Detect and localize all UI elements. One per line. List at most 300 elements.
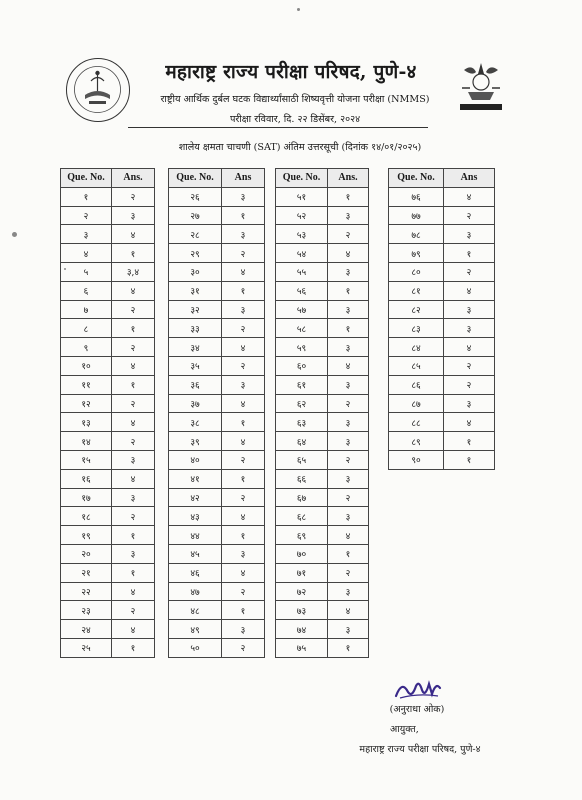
table-row <box>169 319 265 338</box>
signatory-office: महाराष्ट्र राज्य परीक्षा परिषद, पुणे-४ <box>359 744 481 755</box>
question-number-cell: २१ <box>61 563 112 582</box>
question-number-cell: ५२ <box>276 206 328 225</box>
answer-cell: ४ <box>222 394 265 413</box>
answer-cell: ३ <box>444 225 495 244</box>
question-number-cell: १ <box>61 187 112 206</box>
question-number-cell: ३२ <box>169 300 222 319</box>
table-row <box>61 469 155 488</box>
question-number-cell: २७ <box>169 206 222 225</box>
answer-cell: १ <box>328 281 369 300</box>
question-number-cell: ६३ <box>276 413 328 432</box>
question-number-cell: ५५ <box>276 262 328 281</box>
table-row <box>61 620 155 639</box>
table-row <box>169 601 265 620</box>
table-row <box>61 206 155 225</box>
question-number-cell: २ <box>61 206 112 225</box>
question-number-cell: १३ <box>61 413 112 432</box>
answer-header: Ans. <box>112 169 155 188</box>
scan-speck <box>12 232 17 237</box>
question-number-cell: ६१ <box>276 375 328 394</box>
answer-cell: ३ <box>328 432 369 451</box>
table-row <box>169 187 265 206</box>
table-row <box>61 488 155 507</box>
question-number-cell: ४२ <box>169 488 222 507</box>
table-row <box>169 563 265 582</box>
answer-cell: २ <box>328 394 369 413</box>
table-row <box>276 262 369 281</box>
question-number-cell: ६५ <box>276 450 328 469</box>
answer-cell: १ <box>222 526 265 545</box>
answer-cell: ३ <box>112 450 155 469</box>
question-number-cell: ४ <box>61 244 112 263</box>
table-row <box>169 244 265 263</box>
question-number-cell: ६८ <box>276 507 328 526</box>
question-number-cell: १८ <box>61 507 112 526</box>
table-row <box>61 244 155 263</box>
question-number-cell: ९ <box>61 338 112 357</box>
table-row <box>389 432 495 451</box>
table-row <box>276 338 369 357</box>
question-number-cell: ५७ <box>276 300 328 319</box>
handwritten-signature-icon <box>392 676 444 702</box>
answer-cell: १ <box>112 375 155 394</box>
question-number-cell: ७ <box>61 300 112 319</box>
table-row <box>389 375 495 394</box>
question-number-cell: ५३ <box>276 225 328 244</box>
answer-cell: ३ <box>444 319 495 338</box>
answer-cell: २ <box>222 319 265 338</box>
answer-cell: ४ <box>444 413 495 432</box>
question-number-cell: ७० <box>276 544 328 563</box>
table-row <box>276 281 369 300</box>
table-row <box>276 601 369 620</box>
table-body <box>389 187 495 469</box>
answer-cell: १ <box>112 319 155 338</box>
question-number-cell: ३ <box>61 225 112 244</box>
question-number-cell: ७५ <box>276 638 328 657</box>
answer-cell: ३ <box>328 338 369 357</box>
table-row <box>389 356 495 375</box>
table-row <box>61 225 155 244</box>
table-row <box>169 225 265 244</box>
table-row <box>169 620 265 639</box>
answer-cell: २ <box>328 563 369 582</box>
table-row <box>389 394 495 413</box>
table-row <box>61 187 155 206</box>
question-number-cell: ५८ <box>276 319 328 338</box>
table-row <box>61 563 155 582</box>
table-row <box>169 582 265 601</box>
question-number-header: Que. No. <box>61 169 112 188</box>
table-header-row <box>61 169 155 188</box>
answer-cell: २ <box>444 206 495 225</box>
table-row <box>389 281 495 300</box>
answer-cell: ४ <box>222 432 265 451</box>
question-number-cell: ७१ <box>276 563 328 582</box>
answer-cell: ३ <box>328 262 369 281</box>
answer-cell: ३ <box>328 507 369 526</box>
table-row <box>169 488 265 507</box>
question-number-cell: ८० <box>389 262 444 281</box>
question-number-cell: ४३ <box>169 507 222 526</box>
scan-speck <box>64 268 66 270</box>
question-number-cell: ५० <box>169 638 222 657</box>
question-number-cell: ६९ <box>276 526 328 545</box>
answer-cell: ४ <box>112 225 155 244</box>
table-row <box>169 450 265 469</box>
question-number-cell: ८१ <box>389 281 444 300</box>
question-number-cell: ३६ <box>169 375 222 394</box>
question-number-cell: ६७ <box>276 488 328 507</box>
question-number-cell: ७३ <box>276 601 328 620</box>
answer-cell: २ <box>328 450 369 469</box>
question-number-cell: ५९ <box>276 338 328 357</box>
table-row <box>61 544 155 563</box>
question-number-cell: ३८ <box>169 413 222 432</box>
table-row <box>276 469 369 488</box>
answer-cell: ४ <box>222 507 265 526</box>
answer-cell: २ <box>222 582 265 601</box>
table-row <box>276 563 369 582</box>
table-header-row <box>389 169 495 188</box>
table-row <box>169 338 265 357</box>
answer-cell: २ <box>222 244 265 263</box>
table-header-row <box>276 169 369 188</box>
question-number-cell: १९ <box>61 526 112 545</box>
answer-cell: ४ <box>112 582 155 601</box>
table-row <box>61 526 155 545</box>
question-number-cell: ५ <box>61 262 112 281</box>
question-number-cell: ३१ <box>169 281 222 300</box>
table-row <box>276 225 369 244</box>
answer-key-heading: शालेय क्षमता चाचणी (SAT) अंतिम उत्तरसूची (दिनांक १४/०१/२०२५) <box>178 142 422 153</box>
question-number-cell: ८४ <box>389 338 444 357</box>
answer-cell: १ <box>328 544 369 563</box>
answer-cell: १ <box>222 281 265 300</box>
answer-cell: ३ <box>444 300 495 319</box>
table-row <box>276 526 369 545</box>
table-row <box>169 638 265 657</box>
question-number-cell: २२ <box>61 582 112 601</box>
answer-cell: २ <box>112 432 155 451</box>
signature-mark <box>392 676 444 702</box>
table-row <box>276 206 369 225</box>
question-number-cell: ३९ <box>169 432 222 451</box>
question-number-cell: ६० <box>276 356 328 375</box>
question-number-cell: ३३ <box>169 319 222 338</box>
answer-cell: ४ <box>222 262 265 281</box>
question-number-cell: १४ <box>61 432 112 451</box>
question-number-cell: ६ <box>61 281 112 300</box>
answer-cell: २ <box>444 262 495 281</box>
question-number-cell: ८ <box>61 319 112 338</box>
table-row <box>61 507 155 526</box>
answer-cell: ३ <box>328 582 369 601</box>
table-row <box>276 450 369 469</box>
answer-cell: ३ <box>222 187 265 206</box>
table-row <box>61 601 155 620</box>
answer-cell: २ <box>112 394 155 413</box>
answer-cell: ४ <box>112 281 155 300</box>
question-number-cell: ५१ <box>276 187 328 206</box>
exam-name: राष्ट्रीय आर्थिक दुर्बल घटक विद्यार्थ्यांसाठी शिष्यवृत्ती योजना परीक्षा (NMMS) <box>160 94 430 105</box>
table-row <box>61 413 155 432</box>
table-row <box>389 225 495 244</box>
question-number-cell: २५ <box>61 638 112 657</box>
answer-key-table-3 <box>275 168 369 658</box>
table-row <box>389 300 495 319</box>
table-row <box>61 394 155 413</box>
question-number-cell: ४० <box>169 450 222 469</box>
question-number-cell: २८ <box>169 225 222 244</box>
question-number-cell: ३० <box>169 262 222 281</box>
question-number-cell: ५६ <box>276 281 328 300</box>
question-number-cell: ४५ <box>169 544 222 563</box>
table-row <box>276 432 369 451</box>
answer-cell: १ <box>222 469 265 488</box>
question-number-cell: ८३ <box>389 319 444 338</box>
answer-cell: ४ <box>112 356 155 375</box>
table-row <box>389 319 495 338</box>
question-number-cell: १५ <box>61 450 112 469</box>
question-number-cell: ४९ <box>169 620 222 639</box>
answer-cell: ३ <box>328 300 369 319</box>
table-row <box>276 507 369 526</box>
table-row <box>389 413 495 432</box>
table-row <box>61 638 155 657</box>
answer-cell: ४ <box>328 526 369 545</box>
table-row <box>276 620 369 639</box>
table-row <box>169 526 265 545</box>
question-number-cell: ७९ <box>389 244 444 263</box>
table-row <box>169 375 265 394</box>
answer-cell: २ <box>112 507 155 526</box>
table-row <box>276 638 369 657</box>
question-number-cell: ३७ <box>169 394 222 413</box>
answer-header: Ans <box>222 169 265 188</box>
question-number-cell: २६ <box>169 187 222 206</box>
table-row <box>389 187 495 206</box>
answer-cell: ३ <box>222 544 265 563</box>
question-number-cell: २३ <box>61 601 112 620</box>
answer-key-table-1 <box>60 168 155 658</box>
table-row <box>61 450 155 469</box>
answer-cell: २ <box>222 356 265 375</box>
table-row <box>169 507 265 526</box>
table-row <box>276 244 369 263</box>
table-row <box>61 338 155 357</box>
question-number-cell: ७६ <box>389 187 444 206</box>
question-number-cell: ८५ <box>389 356 444 375</box>
answer-cell: ३ <box>222 225 265 244</box>
question-number-cell: ११ <box>61 375 112 394</box>
answer-cell: २ <box>444 375 495 394</box>
answer-cell: २ <box>328 225 369 244</box>
answer-cell: २ <box>328 488 369 507</box>
answer-cell: ३ <box>444 394 495 413</box>
table-body <box>169 187 265 657</box>
answer-cell: १ <box>112 638 155 657</box>
table-row <box>276 319 369 338</box>
answer-cell: १ <box>112 244 155 263</box>
answer-cell: ३ <box>222 620 265 639</box>
page-title: महाराष्ट्र राज्य परीक्षा परिषद, पुणे-४ <box>165 61 417 83</box>
table-row <box>169 544 265 563</box>
table-row <box>276 544 369 563</box>
table-row <box>169 394 265 413</box>
table-row <box>169 469 265 488</box>
question-number-cell: १२ <box>61 394 112 413</box>
answer-cell: १ <box>328 319 369 338</box>
question-number-header: Que. No. <box>276 169 328 188</box>
question-number-cell: ७४ <box>276 620 328 639</box>
table-row <box>276 187 369 206</box>
answer-cell: ३ <box>328 469 369 488</box>
table-row <box>169 281 265 300</box>
answer-cell: ४ <box>112 413 155 432</box>
answer-cell: १ <box>328 638 369 657</box>
question-number-cell: ३४ <box>169 338 222 357</box>
answer-cell: ४ <box>222 563 265 582</box>
table-row <box>276 488 369 507</box>
table-row <box>61 356 155 375</box>
signatory-title: आयुक्त, <box>390 724 419 735</box>
answer-cell: २ <box>112 338 155 357</box>
table-header-row <box>169 169 265 188</box>
answer-cell: १ <box>222 413 265 432</box>
table-row <box>276 375 369 394</box>
answer-cell: ३ <box>112 544 155 563</box>
answer-cell: ३ <box>112 206 155 225</box>
table-row <box>276 394 369 413</box>
table-row <box>389 244 495 263</box>
answer-cell: १ <box>112 563 155 582</box>
answer-cell: ४ <box>328 244 369 263</box>
table-row <box>389 338 495 357</box>
question-number-cell: ६६ <box>276 469 328 488</box>
question-number-cell: ८९ <box>389 432 444 451</box>
question-number-cell: ८८ <box>389 413 444 432</box>
question-number-cell: २९ <box>169 244 222 263</box>
answer-cell: ४ <box>444 281 495 300</box>
question-number-header: Que. No. <box>169 169 222 188</box>
table-row <box>276 413 369 432</box>
answer-cell: २ <box>112 601 155 620</box>
question-number-cell: ३५ <box>169 356 222 375</box>
table-row <box>169 262 265 281</box>
table-row <box>276 300 369 319</box>
question-number-cell: ६४ <box>276 432 328 451</box>
answer-cell: ४ <box>328 601 369 620</box>
header-divider <box>128 127 428 128</box>
question-number-cell: ४६ <box>169 563 222 582</box>
answer-cell: ३ <box>328 413 369 432</box>
table-row <box>169 432 265 451</box>
answer-cell: १ <box>328 187 369 206</box>
table-body <box>61 187 155 657</box>
question-number-cell: ८६ <box>389 375 444 394</box>
table-row <box>61 300 155 319</box>
question-number-header: Que. No. <box>389 169 444 188</box>
answer-cell: ३ <box>328 206 369 225</box>
table-row <box>169 206 265 225</box>
table-row <box>389 450 495 469</box>
table-row <box>61 281 155 300</box>
signatory-name: (अनुराधा ओक) <box>389 704 445 715</box>
answer-cell: २ <box>444 356 495 375</box>
question-number-cell: ८७ <box>389 394 444 413</box>
answer-cell: १ <box>444 432 495 451</box>
question-number-cell: ७८ <box>389 225 444 244</box>
answer-cell: ४ <box>444 187 495 206</box>
table-row <box>276 582 369 601</box>
table-row <box>61 262 155 281</box>
answer-header: Ans. <box>328 169 369 188</box>
answer-cell: ३ <box>222 375 265 394</box>
table-row <box>389 262 495 281</box>
question-number-cell: २४ <box>61 620 112 639</box>
answer-cell: २ <box>112 187 155 206</box>
table-row <box>61 432 155 451</box>
table-row <box>276 356 369 375</box>
question-number-cell: ८२ <box>389 300 444 319</box>
table-row <box>169 356 265 375</box>
question-number-cell: २० <box>61 544 112 563</box>
answer-key-table-2 <box>168 168 265 658</box>
answer-cell: १ <box>222 601 265 620</box>
table-row <box>389 206 495 225</box>
answer-header: Ans <box>444 169 495 188</box>
question-number-cell: ४४ <box>169 526 222 545</box>
answer-cell: ४ <box>112 620 155 639</box>
answer-cell: ३ <box>328 375 369 394</box>
question-number-cell: १६ <box>61 469 112 488</box>
answer-cell: १ <box>112 526 155 545</box>
answer-cell: ४ <box>328 356 369 375</box>
answer-cell: ४ <box>222 338 265 357</box>
question-number-cell: १० <box>61 356 112 375</box>
answer-cell: २ <box>222 488 265 507</box>
table-row <box>61 375 155 394</box>
question-number-cell: ७२ <box>276 582 328 601</box>
answer-cell: ३,४ <box>112 262 155 281</box>
answer-cell: १ <box>444 450 495 469</box>
table-row <box>169 413 265 432</box>
question-number-cell: ६२ <box>276 394 328 413</box>
scan-speck <box>297 8 300 11</box>
answer-cell: ३ <box>112 488 155 507</box>
answer-key-table-4 <box>388 168 495 470</box>
answer-cell: ३ <box>222 300 265 319</box>
answer-cell: ४ <box>112 469 155 488</box>
question-number-cell: ७७ <box>389 206 444 225</box>
table-row <box>61 319 155 338</box>
answer-cell: २ <box>222 450 265 469</box>
answer-cell: १ <box>444 244 495 263</box>
question-number-cell: ४७ <box>169 582 222 601</box>
exam-date: परीक्षा रविवार, दि. २२ डिसेंबर, २०२४ <box>229 114 361 125</box>
question-number-cell: १७ <box>61 488 112 507</box>
question-number-cell: ५४ <box>276 244 328 263</box>
answer-cell: १ <box>222 206 265 225</box>
table-row <box>169 300 265 319</box>
question-number-cell: ४८ <box>169 601 222 620</box>
question-number-cell: ९० <box>389 450 444 469</box>
answer-cell: २ <box>222 638 265 657</box>
question-number-cell: ४१ <box>169 469 222 488</box>
answer-cell: २ <box>112 300 155 319</box>
table-body <box>276 187 369 657</box>
